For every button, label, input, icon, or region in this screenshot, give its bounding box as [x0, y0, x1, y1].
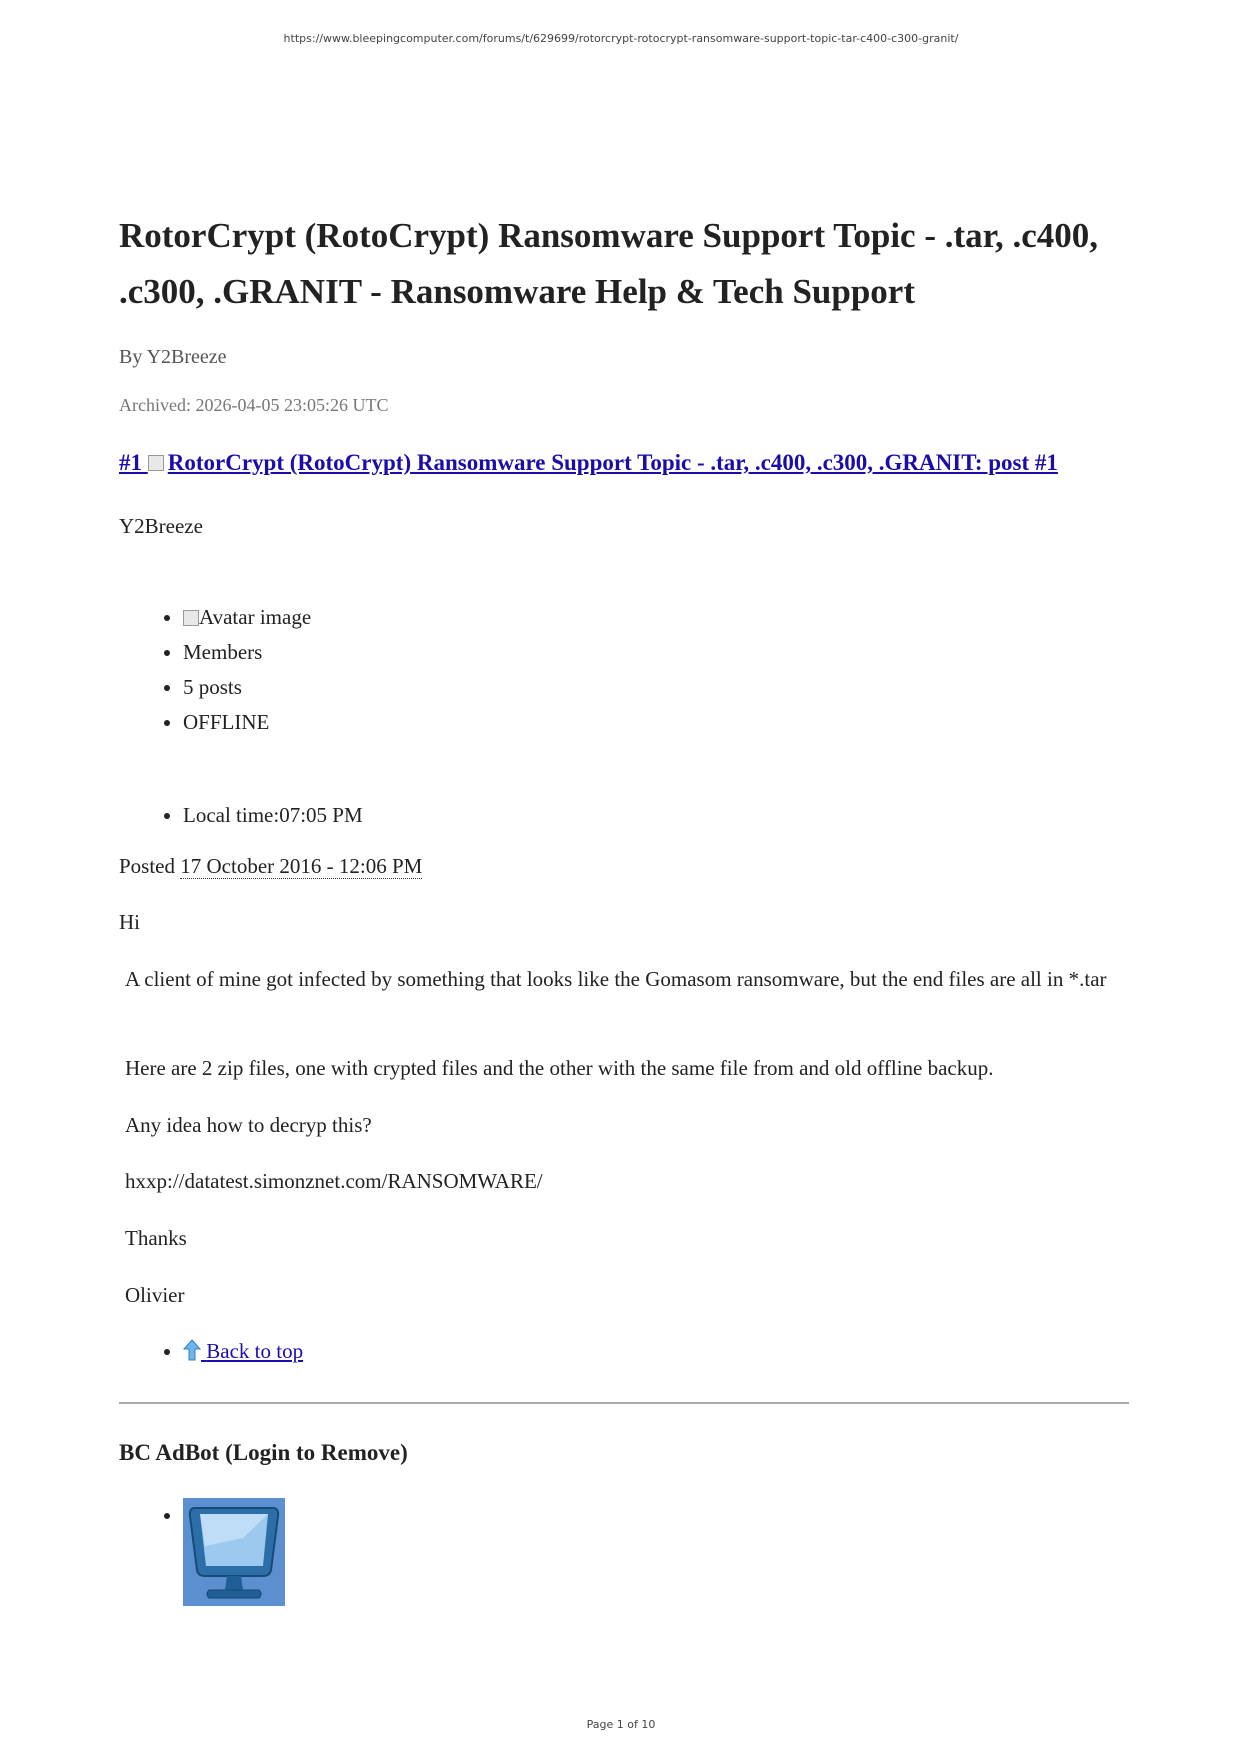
back-to-top-list: [159, 1334, 303, 1369]
local-time-list: [159, 798, 363, 833]
up-arrow-icon: [183, 1339, 201, 1361]
adbot-list: [159, 1498, 285, 1606]
section-divider: [119, 1402, 1129, 1404]
list-item: [183, 600, 311, 635]
author-profile-list: [159, 600, 311, 740]
avatar-icon: [183, 610, 199, 626]
list-item: [183, 1334, 303, 1369]
post-permalink[interactable]: [119, 450, 1058, 476]
post-body-line: Olivier: [125, 1283, 185, 1307]
page-footer: Page 1 of 10: [586, 1718, 656, 1731]
post-author: Y2Breeze: [119, 514, 203, 538]
monitor-icon: [183, 1498, 285, 1606]
post-body-line: A client of mine got infected by something that looks like the Gomasom ransomware, but the end files are all in *.tar: [125, 967, 1107, 991]
local-time: • Local time:07:05 PM: [183, 798, 363, 833]
post-link-text: RotorCrypt (RotoCrypt) Ransomware Support Topic - .tar, .c400, .c300, .GRANIT: post #1: [167, 450, 1058, 475]
post-body-line: Hi: [119, 910, 140, 934]
post-body-line: Any idea how to decryp this?: [125, 1113, 372, 1137]
posted-date: 17 October 2016 - 12:06 PM: [180, 854, 423, 878]
archived-timestamp: Archived: 2026-04-05 23:05:26 UTC: [119, 395, 389, 415]
list-item: • OFFLINE: [183, 705, 311, 740]
post-body-line: Thanks: [125, 1226, 187, 1250]
byline: By Y2Breeze: [119, 346, 227, 368]
page-title: RotorCrypt (RotoCrypt) Ransomware Support Topic - .tar, .c400, .c300, .GRANIT - Ransomware Help & Tech Support: [119, 216, 1098, 311]
list-item: • Members: [183, 635, 311, 670]
back-to-top-label: Back to top: [206, 1339, 304, 1363]
back-to-top-link[interactable]: [183, 1339, 303, 1363]
avatar-alt: Avatar image: [199, 605, 312, 629]
post-meta: [119, 849, 1129, 883]
adbot-title: BC AdBot (Login to Remove): [119, 1440, 408, 1465]
post-body-line: hxxp://datatest.simonznet.com/RANSOMWARE/: [125, 1169, 543, 1193]
list-item: • 5 posts: [183, 670, 311, 705]
post-body-line: Here are 2 zip files, one with crypted files and the other with the same file from and old offline backup.: [125, 1056, 994, 1080]
broken-image-icon: [148, 455, 164, 471]
posted-label: Posted: [119, 854, 176, 878]
list-item: [183, 1498, 285, 1606]
page-url: https://www.bleepingcomputer.com/forums/t/629699/rotorcrypt-rotocrypt-ransomware-support-topic-tar-c400-c300-granit/: [283, 32, 959, 45]
post-number: #1: [119, 450, 142, 475]
